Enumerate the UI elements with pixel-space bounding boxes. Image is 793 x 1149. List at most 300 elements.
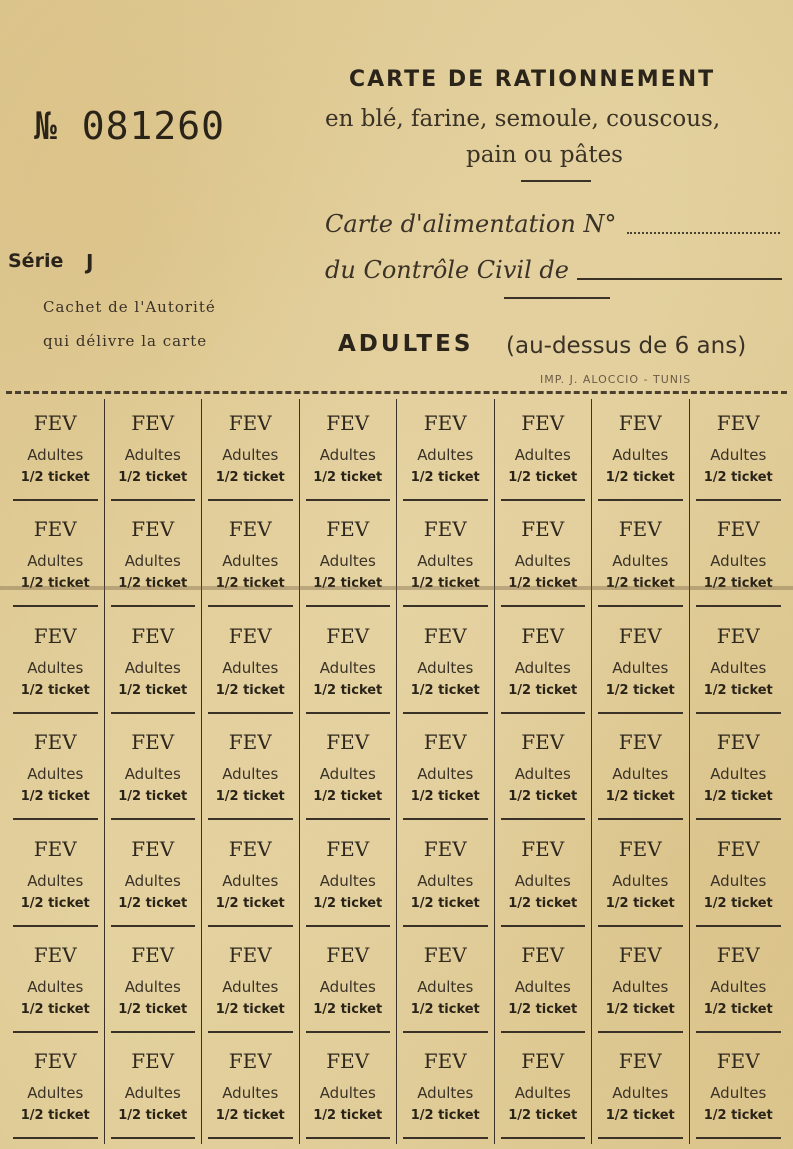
paper-fold (0, 586, 793, 590)
ticket-divider (598, 1031, 683, 1033)
ticket-category: Adultes (710, 658, 767, 677)
ticket-category: Adultes (612, 446, 669, 464)
ration-ticket[interactable] (592, 825, 690, 931)
ticket-code: FEV (521, 623, 565, 648)
ration-ticket[interactable] (690, 1037, 788, 1143)
ticket-value: 1/2 ticket (410, 682, 480, 698)
ticket-code: FEV (131, 411, 175, 435)
ticket-value: 1/2 ticket (20, 789, 90, 805)
card-number: № 081260 (34, 104, 226, 148)
ticket-code: FEV (716, 517, 760, 542)
ticket-divider (13, 712, 98, 714)
ticket-value: 1/2 ticket (20, 1002, 90, 1017)
ration-ticket[interactable] (690, 931, 788, 1037)
ration-ticket[interactable] (397, 1037, 495, 1143)
age-range: (au-dessus de 6 ans) (506, 333, 747, 359)
ticket-code: FEV (716, 1049, 760, 1074)
ticket-category: Adultes (319, 1084, 376, 1103)
ticket-category: Adultes (417, 552, 474, 571)
ration-ticket[interactable] (495, 399, 593, 505)
ration-ticket[interactable] (202, 612, 300, 718)
ration-ticket[interactable] (7, 399, 105, 505)
ticket-value: 1/2 ticket (215, 1002, 285, 1017)
ticket-code: FEV (33, 517, 77, 542)
ticket-divider (208, 605, 293, 607)
ticket-divider (696, 925, 782, 927)
ticket-category: Adultes (612, 658, 669, 677)
ticket-category: Adultes (514, 658, 571, 677)
ticket-value: 1/2 ticket (313, 682, 383, 698)
ticket-code: FEV (33, 623, 77, 648)
ration-ticket[interactable] (592, 931, 690, 1037)
ration-ticket[interactable] (202, 505, 300, 611)
ticket-code: FEV (618, 1049, 662, 1074)
ticket-category: Adultes (612, 978, 669, 996)
ticket-value: 1/2 ticket (215, 789, 285, 805)
ticket-value: 1/2 ticket (605, 1108, 675, 1124)
ticket-category: Adultes (124, 765, 181, 784)
ration-ticket[interactable] (300, 399, 398, 505)
ticket-code: FEV (33, 1049, 77, 1074)
ticket-category: Adultes (222, 871, 279, 890)
ticket-value: 1/2 ticket (605, 789, 675, 805)
civil-control-label: du Contrôle Civil de (325, 256, 569, 284)
ticket-value: 1/2 ticket (215, 470, 285, 485)
ticket-category: Adultes (319, 765, 376, 784)
ticket-divider (598, 925, 683, 927)
ticket-value: 1/2 ticket (118, 576, 188, 592)
ticket-code: FEV (326, 517, 370, 542)
serie-label: Série (8, 250, 64, 272)
ticket-category: Adultes (710, 1084, 767, 1103)
ration-ticket[interactable] (300, 1037, 398, 1143)
ticket-divider (13, 818, 98, 820)
ticket-divider (111, 712, 196, 714)
ticket-category: Adultes (612, 1084, 669, 1103)
ticket-category: Adultes (514, 871, 571, 890)
ticket-value: 1/2 ticket (605, 895, 675, 911)
ticket-divider (13, 1137, 98, 1139)
ticket-divider (598, 1137, 683, 1139)
ration-ticket[interactable] (7, 1037, 105, 1143)
ticket-divider (403, 818, 488, 820)
ticket-code: FEV (33, 836, 77, 861)
ticket-category: Adultes (319, 552, 376, 571)
ticket-category: Adultes (222, 765, 279, 784)
ticket-divider (598, 605, 683, 607)
ticket-divider (306, 499, 391, 501)
ration-ticket[interactable] (105, 399, 203, 505)
ticket-code: FEV (33, 943, 77, 967)
ticket-value: 1/2 ticket (118, 1108, 188, 1124)
title-underline (521, 180, 591, 182)
ticket-category: Adultes (27, 765, 84, 784)
ticket-category: Adultes (27, 978, 84, 996)
ticket-divider (111, 1137, 196, 1139)
ticket-divider (111, 605, 196, 607)
serie-value: J (86, 250, 94, 274)
ticket-divider (403, 712, 488, 714)
ticket-value: 1/2 ticket (605, 470, 675, 485)
ticket-value: 1/2 ticket (313, 895, 383, 911)
ration-ticket[interactable] (495, 825, 593, 931)
ticket-value: 1/2 ticket (508, 1002, 578, 1017)
ration-ticket[interactable] (300, 931, 398, 1037)
ticket-divider (598, 499, 683, 501)
category-heading: ADULTES (338, 331, 474, 357)
ticket-category: Adultes (222, 1084, 279, 1103)
ration-ticket[interactable] (300, 718, 398, 824)
ticket-category: Adultes (27, 446, 84, 464)
ticket-category: Adultes (319, 658, 376, 677)
ration-ticket[interactable] (592, 612, 690, 718)
ticket-category: Adultes (222, 978, 279, 996)
ticket-code: FEV (716, 411, 760, 435)
ticket-value: 1/2 ticket (703, 1002, 773, 1017)
ticket-code: FEV (131, 517, 175, 542)
ticket-value: 1/2 ticket (703, 470, 773, 485)
ration-ticket[interactable] (495, 612, 593, 718)
ticket-divider (403, 1137, 488, 1139)
ticket-category: Adultes (417, 1084, 474, 1103)
ticket-value: 1/2 ticket (215, 895, 285, 911)
card-title: CARTE DE RATIONNEMENT (349, 67, 716, 92)
ticket-value: 1/2 ticket (508, 1108, 578, 1124)
ticket-code: FEV (423, 411, 467, 435)
ticket-divider (13, 605, 98, 607)
ticket-category: Adultes (124, 552, 181, 571)
stamp-caption-line1: Cachet de l'Autorité (43, 298, 216, 316)
ticket-divider (501, 1137, 586, 1139)
ticket-code: FEV (326, 836, 370, 861)
ticket-code: FEV (521, 517, 565, 542)
ration-ticket[interactable] (202, 1037, 300, 1143)
ticket-divider (696, 1137, 782, 1139)
ticket-value: 1/2 ticket (118, 1002, 188, 1017)
ticket-category: Adultes (514, 1084, 571, 1103)
ticket-code: FEV (228, 943, 272, 967)
ticket-category: Adultes (612, 765, 669, 784)
ticket-divider (13, 499, 98, 501)
ticket-category: Adultes (710, 978, 767, 996)
ticket-divider (501, 1031, 586, 1033)
ticket-value: 1/2 ticket (118, 895, 188, 911)
ticket-divider (13, 1031, 98, 1033)
ration-ticket[interactable] (300, 612, 398, 718)
ticket-value: 1/2 ticket (313, 1002, 383, 1017)
ticket-code: FEV (131, 836, 175, 861)
ticket-category: Adultes (124, 978, 181, 996)
ticket-value: 1/2 ticket (215, 1108, 285, 1124)
ticket-code: FEV (423, 517, 467, 542)
ticket-value: 1/2 ticket (313, 576, 383, 592)
ration-ticket[interactable] (7, 825, 105, 931)
ticket-divider (208, 1137, 293, 1139)
ration-ticket[interactable] (690, 825, 788, 931)
ticket-code: FEV (716, 943, 760, 967)
ration-ticket[interactable] (592, 718, 690, 824)
ticket-code: FEV (228, 730, 272, 755)
ticket-code: FEV (131, 943, 175, 967)
ticket-category: Adultes (124, 658, 181, 677)
ticket-value: 1/2 ticket (20, 470, 90, 485)
ration-ticket[interactable] (397, 505, 495, 611)
ticket-value: 1/2 ticket (508, 789, 578, 805)
ticket-value: 1/2 ticket (410, 789, 480, 805)
ticket-code: FEV (131, 623, 175, 648)
ticket-value: 1/2 ticket (215, 682, 285, 698)
ticket-divider (696, 1031, 782, 1033)
ticket-divider (598, 712, 683, 714)
ration-ticket[interactable] (105, 1037, 203, 1143)
printer-imprint: IMP. J. ALOCCIO - TUNIS (540, 373, 692, 386)
ticket-code: FEV (716, 836, 760, 861)
ticket-code: FEV (716, 730, 760, 755)
ration-ticket[interactable] (105, 825, 203, 931)
ticket-code: FEV (618, 943, 662, 967)
ticket-code: FEV (326, 943, 370, 967)
ticket-code: FEV (618, 411, 662, 435)
ticket-divider (501, 712, 586, 714)
ticket-code: FEV (618, 836, 662, 861)
ticket-value: 1/2 ticket (118, 789, 188, 805)
ration-ticket[interactable] (397, 399, 495, 505)
stamp-caption-line2: qui délivre la carte (43, 332, 208, 350)
ration-ticket[interactable] (105, 612, 203, 718)
ticket-category: Adultes (417, 871, 474, 890)
ticket-value: 1/2 ticket (508, 895, 578, 911)
ration-ticket[interactable] (202, 399, 300, 505)
ration-ticket[interactable] (105, 931, 203, 1037)
ration-ticket[interactable] (495, 505, 593, 611)
ticket-code: FEV (521, 836, 565, 861)
ration-ticket[interactable] (592, 505, 690, 611)
ticket-value: 1/2 ticket (703, 789, 773, 805)
ticket-value: 1/2 ticket (508, 470, 578, 485)
ration-ticket[interactable] (7, 718, 105, 824)
ration-ticket[interactable] (592, 399, 690, 505)
ration-ticket[interactable] (105, 505, 203, 611)
ticket-category: Adultes (222, 552, 279, 571)
ticket-divider (306, 1031, 391, 1033)
ticket-divider (501, 818, 586, 820)
ticket-value: 1/2 ticket (215, 576, 285, 592)
ticket-value: 1/2 ticket (118, 470, 188, 485)
ticket-divider (306, 1137, 391, 1139)
ticket-grid (7, 399, 787, 1144)
ticket-code: FEV (33, 411, 77, 435)
ration-ticket[interactable] (495, 931, 593, 1037)
ticket-code: FEV (423, 943, 467, 967)
ticket-value: 1/2 ticket (410, 470, 480, 485)
civil-control-blank (577, 278, 782, 280)
ticket-code: FEV (423, 836, 467, 861)
ticket-category: Adultes (710, 446, 767, 464)
ration-ticket[interactable] (7, 505, 105, 611)
ticket-category: Adultes (222, 446, 279, 464)
ticket-divider (306, 925, 391, 927)
ticket-divider (208, 925, 293, 927)
ticket-divider (696, 712, 782, 714)
ticket-code: FEV (423, 730, 467, 755)
ticket-divider (696, 499, 782, 501)
ticket-divider (696, 818, 782, 820)
ticket-divider (696, 605, 782, 607)
ticket-category: Adultes (27, 1084, 84, 1103)
ticket-code: FEV (618, 730, 662, 755)
ticket-divider (501, 925, 586, 927)
ration-ticket[interactable] (202, 825, 300, 931)
ticket-category: Adultes (417, 765, 474, 784)
perforation-line (6, 391, 787, 394)
ticket-value: 1/2 ticket (20, 682, 90, 698)
ration-ticket[interactable] (397, 931, 495, 1037)
ticket-divider (403, 605, 488, 607)
ticket-value: 1/2 ticket (410, 576, 480, 592)
ration-ticket[interactable] (495, 1037, 593, 1143)
card-subtitle-line1: en blé, farine, semoule, couscous, (325, 106, 721, 132)
ticket-value: 1/2 ticket (313, 470, 383, 485)
ticket-category: Adultes (124, 871, 181, 890)
ticket-code: FEV (33, 730, 77, 755)
ticket-code: FEV (228, 1049, 272, 1074)
ration-ticket[interactable] (7, 931, 105, 1037)
ticket-category: Adultes (319, 978, 376, 996)
ticket-code: FEV (326, 411, 370, 435)
ticket-divider (208, 499, 293, 501)
ration-ticket[interactable] (300, 825, 398, 931)
ticket-category: Adultes (612, 871, 669, 890)
section-underline (504, 297, 610, 299)
ticket-divider (598, 818, 683, 820)
ticket-category: Adultes (612, 552, 669, 571)
ticket-category: Adultes (319, 871, 376, 890)
ticket-category: Adultes (417, 446, 474, 464)
ration-ticket[interactable] (7, 612, 105, 718)
ticket-value: 1/2 ticket (313, 1108, 383, 1124)
ticket-category: Adultes (710, 552, 767, 571)
ticket-divider (501, 499, 586, 501)
ticket-divider (13, 925, 98, 927)
ticket-value: 1/2 ticket (508, 576, 578, 592)
ticket-code: FEV (618, 623, 662, 648)
ticket-divider (306, 605, 391, 607)
ticket-code: FEV (423, 1049, 467, 1074)
ticket-value: 1/2 ticket (118, 682, 188, 698)
ticket-value: 1/2 ticket (703, 895, 773, 911)
ticket-value: 1/2 ticket (508, 682, 578, 698)
ticket-category: Adultes (124, 446, 181, 464)
ticket-divider (403, 925, 488, 927)
ration-ticket[interactable] (690, 718, 788, 824)
ticket-category: Adultes (27, 871, 84, 890)
ticket-divider (111, 499, 196, 501)
ticket-code: FEV (521, 943, 565, 967)
ration-ticket[interactable] (690, 399, 788, 505)
food-card-number-label: Carte d'alimentation N° (325, 210, 617, 238)
ticket-category: Adultes (514, 978, 571, 996)
ration-ticket[interactable] (202, 931, 300, 1037)
ticket-divider (208, 712, 293, 714)
ticket-category: Adultes (222, 658, 279, 677)
ration-ticket[interactable] (397, 825, 495, 931)
ticket-code: FEV (228, 411, 272, 435)
ticket-divider (208, 818, 293, 820)
ticket-value: 1/2 ticket (703, 1108, 773, 1124)
ticket-divider (208, 1031, 293, 1033)
food-card-number-blank (627, 232, 780, 234)
ticket-code: FEV (326, 623, 370, 648)
ticket-category: Adultes (710, 871, 767, 890)
ration-ticket[interactable] (592, 1037, 690, 1143)
ticket-code: FEV (326, 730, 370, 755)
ration-ticket[interactable] (300, 505, 398, 611)
ticket-divider (403, 1031, 488, 1033)
ticket-divider (111, 818, 196, 820)
ticket-category: Adultes (514, 765, 571, 784)
ration-ticket[interactable] (105, 718, 203, 824)
ration-ticket[interactable] (495, 718, 593, 824)
ticket-category: Adultes (417, 658, 474, 677)
ticket-divider (111, 1031, 196, 1033)
ration-ticket[interactable] (690, 612, 788, 718)
ticket-value: 1/2 ticket (605, 682, 675, 698)
ticket-code: FEV (521, 1049, 565, 1074)
ticket-value: 1/2 ticket (20, 576, 90, 592)
ticket-code: FEV (423, 623, 467, 648)
ticket-code: FEV (521, 411, 565, 435)
ration-ticket[interactable] (202, 718, 300, 824)
ticket-code: FEV (716, 623, 760, 648)
ticket-value: 1/2 ticket (605, 1002, 675, 1017)
ticket-value: 1/2 ticket (703, 576, 773, 592)
ticket-value: 1/2 ticket (313, 789, 383, 805)
ticket-value: 1/2 ticket (20, 895, 90, 911)
ticket-divider (306, 818, 391, 820)
ticket-value: 1/2 ticket (410, 895, 480, 911)
ration-ticket[interactable] (690, 505, 788, 611)
ticket-category: Adultes (124, 1084, 181, 1103)
ticket-code: FEV (521, 730, 565, 755)
ticket-divider (111, 925, 196, 927)
card-subtitle-line2: pain ou pâtes (466, 142, 623, 168)
ticket-category: Adultes (514, 446, 571, 464)
ticket-divider (501, 605, 586, 607)
ticket-category: Adultes (514, 552, 571, 571)
ticket-code: FEV (618, 517, 662, 542)
ration-ticket[interactable] (397, 612, 495, 718)
ticket-code: FEV (228, 517, 272, 542)
ticket-value: 1/2 ticket (703, 682, 773, 698)
ticket-value: 1/2 ticket (410, 1108, 480, 1124)
ticket-value: 1/2 ticket (20, 1108, 90, 1124)
ticket-code: FEV (131, 730, 175, 755)
ticket-category: Adultes (319, 446, 376, 464)
ticket-divider (306, 712, 391, 714)
ticket-category: Adultes (417, 978, 474, 996)
ticket-value: 1/2 ticket (410, 1002, 480, 1017)
ration-ticket[interactable] (397, 718, 495, 824)
ticket-code: FEV (228, 836, 272, 861)
ticket-category: Adultes (27, 552, 84, 571)
ticket-code: FEV (326, 1049, 370, 1074)
ticket-code: FEV (131, 1049, 175, 1074)
ticket-value: 1/2 ticket (605, 576, 675, 592)
ticket-category: Adultes (710, 765, 767, 784)
ticket-divider (403, 499, 488, 501)
ticket-category: Adultes (27, 658, 84, 677)
ticket-code: FEV (228, 623, 272, 648)
